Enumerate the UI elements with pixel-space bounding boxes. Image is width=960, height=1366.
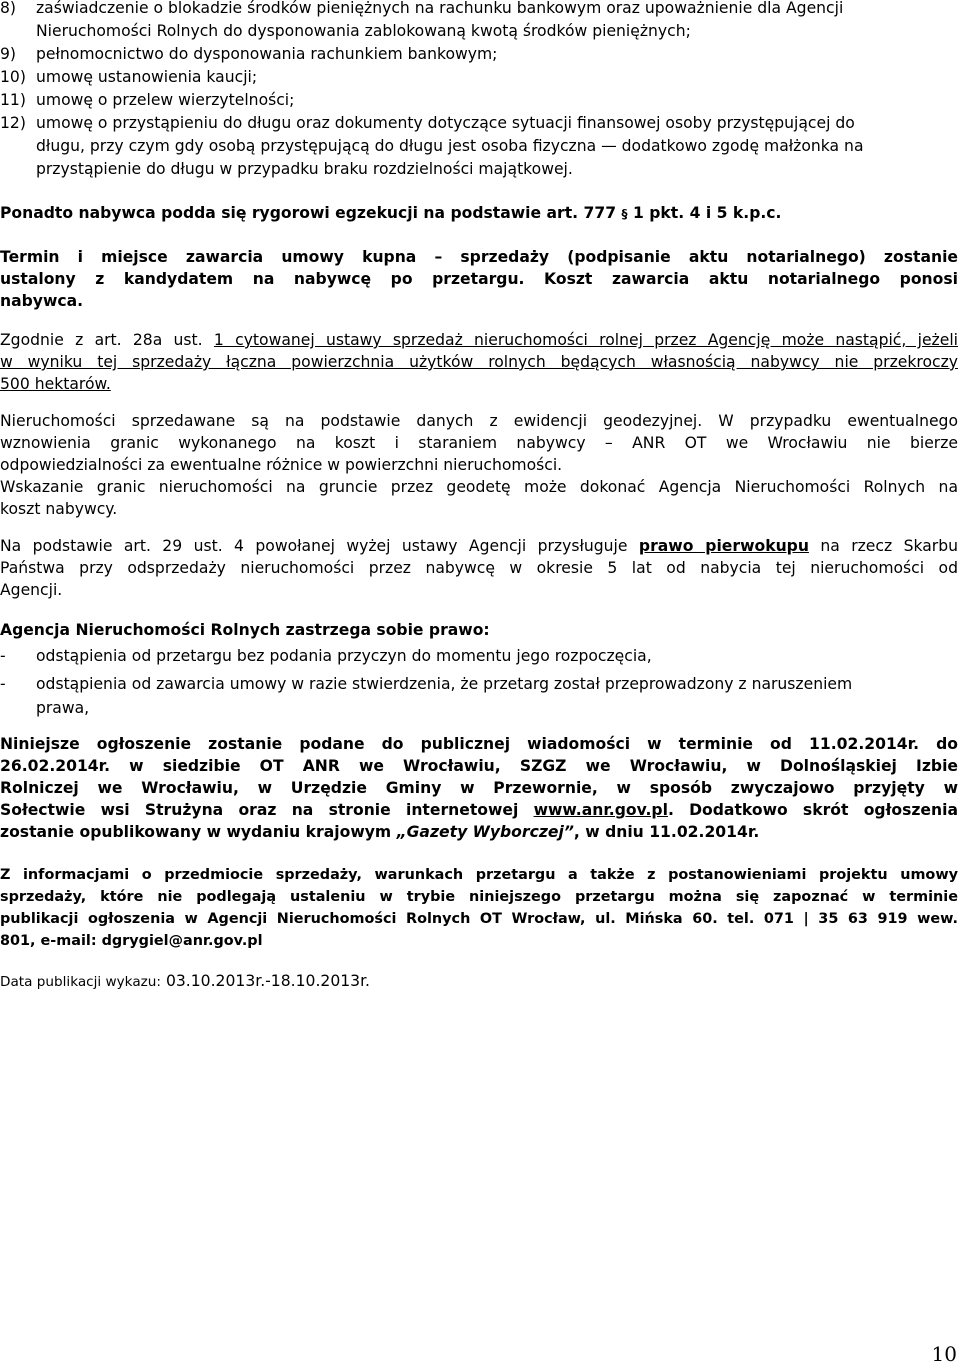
announcement-text: zostanie opublikowany w wydaniu krajowym [0,823,392,841]
paragraph-line: Z informacjami o przedmiocie sprzedaży, warunkach przetargu a także z postanowieniami projektu umowy [0,867,958,883]
paragraph-line: Wskazanie granic nieruchomości na gruncie przez geodetę może dokonać Agencja Nieruchomości Rolnych na [0,478,958,496]
list-text: umowę ustanowienia kaucji; [36,68,258,86]
paragraph-line: sprzedaży, które nie podlegają ustaleniu w trybie niniejszego przetargu można się zapoznać w terminie [0,889,958,905]
legal-basis-lead: Zgodnie z art. 28a ust. [0,331,203,349]
announcement-text-end: , w dniu 11.02.2014r. [573,823,760,841]
paragraph-line: Nieruchomości sprzedawane są na podstawie danych z ewidencji geodezyjnej. W przypadku ewentualnego [0,412,958,430]
list-number: 10) [0,68,26,86]
paragraph-line: wznowienia granic wykonanego na koszt i staraniem nabywcy – ANR OT we Wrocławiu nie bierze [0,434,958,452]
list-number: 8) [0,0,17,17]
paragraph-line: publikacji ogłoszenia w Agencji Nieruchomości Rolnych OT Wrocław, ul. Mińska 60. tel. 071 | 35 63 919 wew. [0,911,958,927]
list-text: zaświadczenie o blokadzie środków pieniężnych na rachunku bankowym oraz upoważnienie dla Agencji [36,0,844,17]
paragraph-line: Rolniczej we Wrocławiu, w Urzędzie Gminy w Przewornie, w sposób zwyczajowo przyjęty w [0,779,958,797]
newspaper-name: „Gazety Wyborczej” [396,823,574,841]
paragraph-line [0,329,958,351]
section-sign: § [621,207,628,221]
reservation-section [0,619,958,720]
enforcement-text: Ponadto nabywca podda się rygorowi egzekucji na podstawie art. 777 [0,204,617,222]
list-text: umowę o przystąpieniu do długu oraz dokumenty dotyczące sytuacji finansowej osoby przystępującej do [36,114,855,132]
announcement-paragraph [0,733,958,843]
reservation-item-text: prawa, [36,699,90,717]
paragraph-line: w wyniku tej sprzedaży łączna powierzchnia użytków rolnych będących własnością nabywcy nie przekroczy [0,353,958,371]
list-number: 11) [0,91,26,109]
preemption-right-term: prawo pierwokupu [638,537,809,555]
dash-bullet: - [0,675,6,693]
paragraph-line: 500 hektarów. [0,375,111,393]
list-text: przystąpienie do długu w przypadku braku rozdzielności majątkowej. [36,160,573,178]
reservation-item-text: odstąpienia od zawarcia umowy w razie stwierdzenia, że przetarg został przeprowadzony z naruszeniem [36,675,853,693]
paragraph-line: Państwa przy odsprzedaży nieruchomości przez nabywcę w okresie 5 lat od nabycia tej nieruchomości od [0,559,958,577]
enforcement-text-end: 1 pkt. 4 i 5 k.p.c. [632,204,782,222]
website-link[interactable]: www.anr.gov.pl [533,801,668,819]
preemption-paragraph [0,535,958,601]
paragraph-line: nabywca. [0,292,84,310]
reservation-item-2-cont [0,696,958,720]
announcement-text: Sołectwie wsi Strużyna oraz na stronie internetowej [0,801,519,819]
paragraph-line [0,799,958,821]
reservation-item-text: odstąpienia od przetargu bez podania przyczyn do momentu jego rozpoczęcia, [36,647,652,665]
list-item-8 [0,0,958,43]
list-number: 12) [0,114,26,132]
boundaries-paragraph [0,410,958,520]
legal-basis-underlined: 1 cytowanej ustawy sprzedaż nieruchomości rolnej przez Agencję może nastąpić, jeżeli [213,331,958,349]
contact-paragraph [0,864,958,952]
enforcement-paragraph [0,202,958,225]
list-item-8-line1 [0,0,958,20]
publication-label: Data publikacji wykazu: [0,974,161,990]
list-number: 9) [0,45,17,63]
list-item-8-line2 [0,20,958,43]
list-item-11 [0,89,958,112]
announcement-text-end: . Dodatkowo skrót ogłoszenia [667,801,958,819]
preemption-text: Na podstawie art. 29 ust. 4 powołanej wyżej ustawy Agencji przysługuje [0,537,628,555]
list-text: długu, przy czym gdy osobą przystępującą do długu jest osoba fizyczna — dodatkowo zgodę małżonka na [36,137,864,155]
paragraph-line: 26.02.2014r. w siedzibie OT ANR we Wrocławiu, SZGZ we Wrocławiu, w Dolnośląskiej Izbie [0,757,958,775]
reservation-item-1 [0,644,958,668]
dash-bullet: - [0,647,6,665]
paragraph-line: ustalony z kandydatem na nabywcę po przetargu. Koszt zawarcia aktu notarialnego ponosi [0,270,958,288]
paragraph-line: koszt nabywcy. [0,500,118,518]
list-item-9 [0,43,958,66]
paragraph-line [0,821,958,843]
list-text: Nieruchomości Rolnych do dysponowania zablokowaną kwotą środków pieniężnych; [36,22,691,40]
paragraph-line: Termin i miejsce zawarcia umowy kupna – sprzedaży (podpisanie aktu notarialnego) zostanie [0,248,958,266]
list-text: umowę o przelew wierzytelności; [36,91,295,109]
contract-term-paragraph [0,246,958,312]
paragraph-line: Agencji. [0,581,63,599]
paragraph-line: odpowiedzialności za ewentualne różnice w powierzchni nieruchomości. [0,456,563,474]
list-item-10 [0,66,958,89]
paragraph-line [0,535,958,557]
page-number: 10 [931,1342,957,1366]
paragraph-line: Niniejsze ogłoszenie zostanie podane do publicznej wiadomości w terminie od 11.02.2014r. do [0,735,958,753]
reservation-heading: Agencja Nieruchomości Rolnych zastrzega sobie prawo: [0,621,490,639]
paragraph-line: 801, e-mail: dgrygiel@anr.gov.pl [0,933,263,949]
preemption-text-end: na rzecz Skarbu [820,537,958,555]
legal-basis-paragraph [0,329,958,395]
publication-value: 03.10.2013r.-18.10.2013r. [165,972,371,990]
reservation-item-2 [0,672,958,696]
list-text: pełnomocnictwo do dysponowania rachunkiem bankowym; [36,45,498,63]
publication-date [0,970,958,993]
list-item-12 [0,112,958,181]
